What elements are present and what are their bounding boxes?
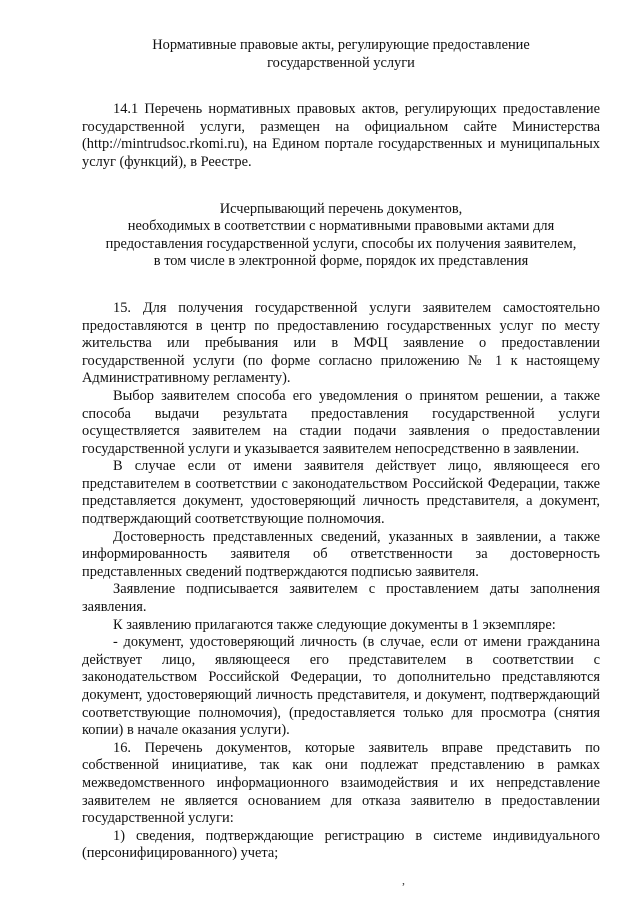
body-text [82,300,600,863]
paragraph-attachments: К заявлению прилагаются также следующие документы в 1 экземпляре: [113,616,556,633]
heading-line: государственной услуги [267,54,415,71]
section-heading-legal-acts [82,37,600,72]
paragraph-15: 15. Для получения государственной услуги заявителем самостоятельно предоставляются в центр по предоставлению государственных услуг по месту жительства или пребывания или в МФЦ заявление о предоставлении государственной услуги (по форме согласно приложению № 1 к настоящему Административному регламенту). [82,299,600,387]
heading-line: необходимых в соответствии с нормативными правовыми актами для [127,218,555,235]
paragraph-16-item-1: 1) сведения, подтверждающие регистрацию в системе индивидуального (персонифицированного) учета; [82,827,600,862]
paragraph-signature: Заявление подписывается заявителем с проставлением даты заполнения заявления. [82,581,600,616]
heading-line: предоставления государственной услуги, способы их получения заявителем, [105,235,577,252]
scan-mark: , [402,873,405,887]
paragraph-identity-document: - документ, удостоверяющий личность (в случае, если от имени гражданина действует лицо, являющееся его представителем в соответствии с законодательством Российской Федерации, то дополнительно представляются документ, удостоверяющий личность представителя, и документ, подтверждающий соответствующие полномочия), (предоставляется только для просмотра (снятия копии) в начале оказания услуги). [82,634,600,739]
paragraph-representative: В случае если от имени заявителя действует лицо, являющееся его представителем в соответствии с законодательством Российской Федерации, также представляется документ, удостоверяющий личность представителя, а документ, подтверждающий соответствующие полномочия. [82,458,600,528]
section-heading-documents-list [82,201,600,271]
paragraph-16: 16. Перечень документов, которые заявитель вправе представить по собственной инициативе, так как они подлежат представлению в рамках межведомственного информационного взаимодействия и их непредставление заявителем не является основанием для отказа заявителю в предоставлении государственной услуги: [82,739,600,827]
heading-line: Нормативные правовые акты, регулирующие предоставление [152,37,530,53]
heading-line: в том числе в электронной форме, порядок их представления [153,253,529,270]
paragraph-reliability: Достоверность представленных сведений, указанных в заявлении, а также информированность заявителя об ответственности за достоверность представленных сведений подтверждаются подписью заявителя. [82,528,600,580]
paragraph-notification-method: Выбор заявителем способа его уведомления о принятом решении, а также способа выдачи результата предоставления государственной услуги осуществляется заявителем на стадии подачи заявления о предоставлении государственной услуги и указывается заявителем непосредственно в заявлении. [82,387,600,457]
paragraph-14-1: 14.1 Перечень нормативных правовых актов, регулирующих предоставление государственной услуги, размещен на официальном сайте Министерства (http://mintrudsoc.rkomi.ru), на Едином портале государственных и муниципальных услуг (функций), в Реестре. [82,101,600,170]
heading-line: Исчерпывающий перечень документов, [219,200,463,217]
